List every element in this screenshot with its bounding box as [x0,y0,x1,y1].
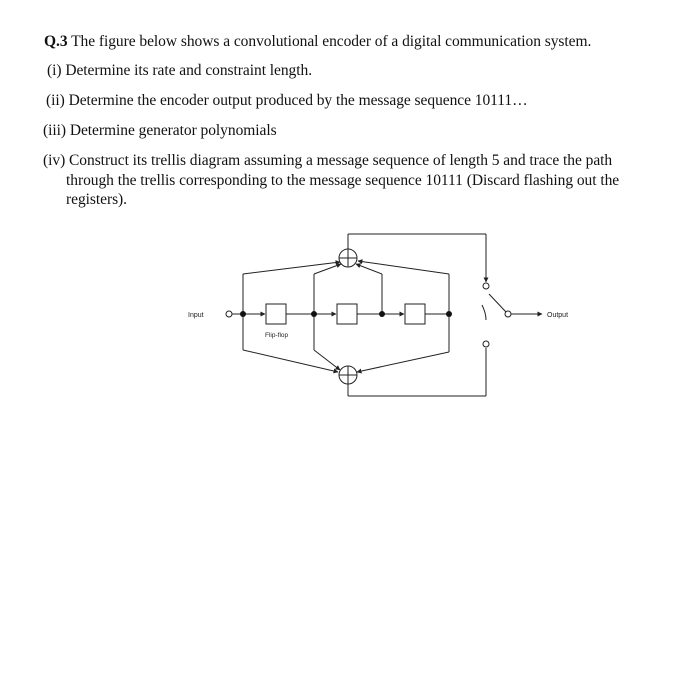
flipflop-1 [266,304,286,324]
part-iv-label: (iv) [43,152,66,169]
wire-ff2-adder-top [356,264,382,274]
junction-input [240,311,246,317]
wire-ff1-adder-top [314,264,341,274]
part-iii-text: Determine generator polynomials [69,122,277,139]
flipflop-3 [405,304,425,324]
part-iv-line-3: registers). [66,191,127,208]
part-ii-text: Determine the encoder output produced by the message sequence 10111… [68,92,528,109]
part-iii-label: (iii) [43,122,66,139]
flipflop-label: Flip-flop [265,332,289,339]
input-terminal [226,311,232,317]
part-iv-line-1: Construct its trellis diagram assuming a message sequence of length 5 and trace the path [69,152,613,169]
junction-ff3 [446,311,452,317]
flipflop-2 [337,304,357,324]
wire-input-adder-bottom [243,350,338,372]
part-iv-line-2: through the trellis corresponding to the message sequence 10111 (Discard flashing out the [66,172,620,189]
junction-ff2 [379,311,385,317]
switch-arm [489,294,506,312]
wire-ff3-adder-bottom [357,352,449,372]
part-i-label: (i) [47,62,62,79]
wire-ff3-adder-top [358,261,449,274]
part-ii-label: (ii) [46,92,65,109]
input-label: Input [188,312,204,319]
switch-arc [482,305,486,320]
switch-terminal-top [483,283,489,289]
output-label: Output [547,312,569,319]
question-intro: The figure below shows a convolutional encoder of a digital communication system. [71,33,592,50]
question-number: Q.3 [44,33,68,50]
wire-input-adder-top [243,262,340,274]
switch-terminal-bottom [483,341,489,347]
part-i-text: Determine its rate and constraint length. [65,62,313,79]
junction-ff1 [311,311,317,317]
